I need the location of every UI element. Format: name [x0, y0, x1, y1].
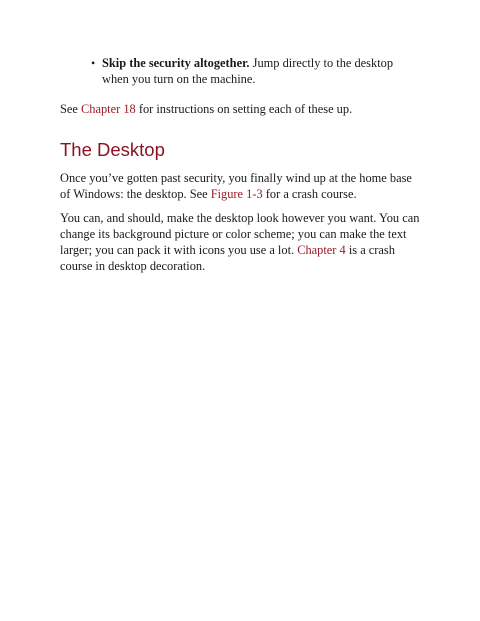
para1-suffix: for a crash course. — [262, 187, 357, 201]
bullet-icon: • — [91, 56, 96, 70]
bullet-text: Jump directly to the desktop when you turn on the machine. — [102, 56, 394, 86]
bullet-bold-text: Skip the security altogether. — [102, 56, 250, 70]
para2-prefix: You can, and should, make the desktop look however you want. You can change its background picture or color scheme; you can make the text larger; you can pack it with icons you use a lot. — [60, 211, 420, 257]
paragraph-intro — [60, 170, 422, 202]
paragraph-customize — [60, 210, 422, 274]
chapter-4-link[interactable]: Chapter 4 — [297, 243, 346, 257]
see-suffix: for instructions on setting each of these up. — [135, 102, 353, 116]
section-heading: The Desktop — [60, 139, 165, 160]
list-item — [60, 55, 422, 87]
see-prefix: See — [60, 102, 81, 116]
document-page — [60, 55, 422, 282]
bullet-list — [60, 55, 422, 87]
see-chapter-paragraph — [60, 101, 422, 117]
chapter-18-link[interactable]: Chapter 18 — [81, 102, 136, 116]
para2-suffix: is a crash course in desktop decoration. — [60, 243, 395, 273]
figure-1-3-link[interactable]: Figure 1-3 — [210, 187, 263, 201]
para1-prefix: Once you’ve gotten past security, you finally wind up at the home base of Windows: the desktop. See — [60, 171, 412, 201]
